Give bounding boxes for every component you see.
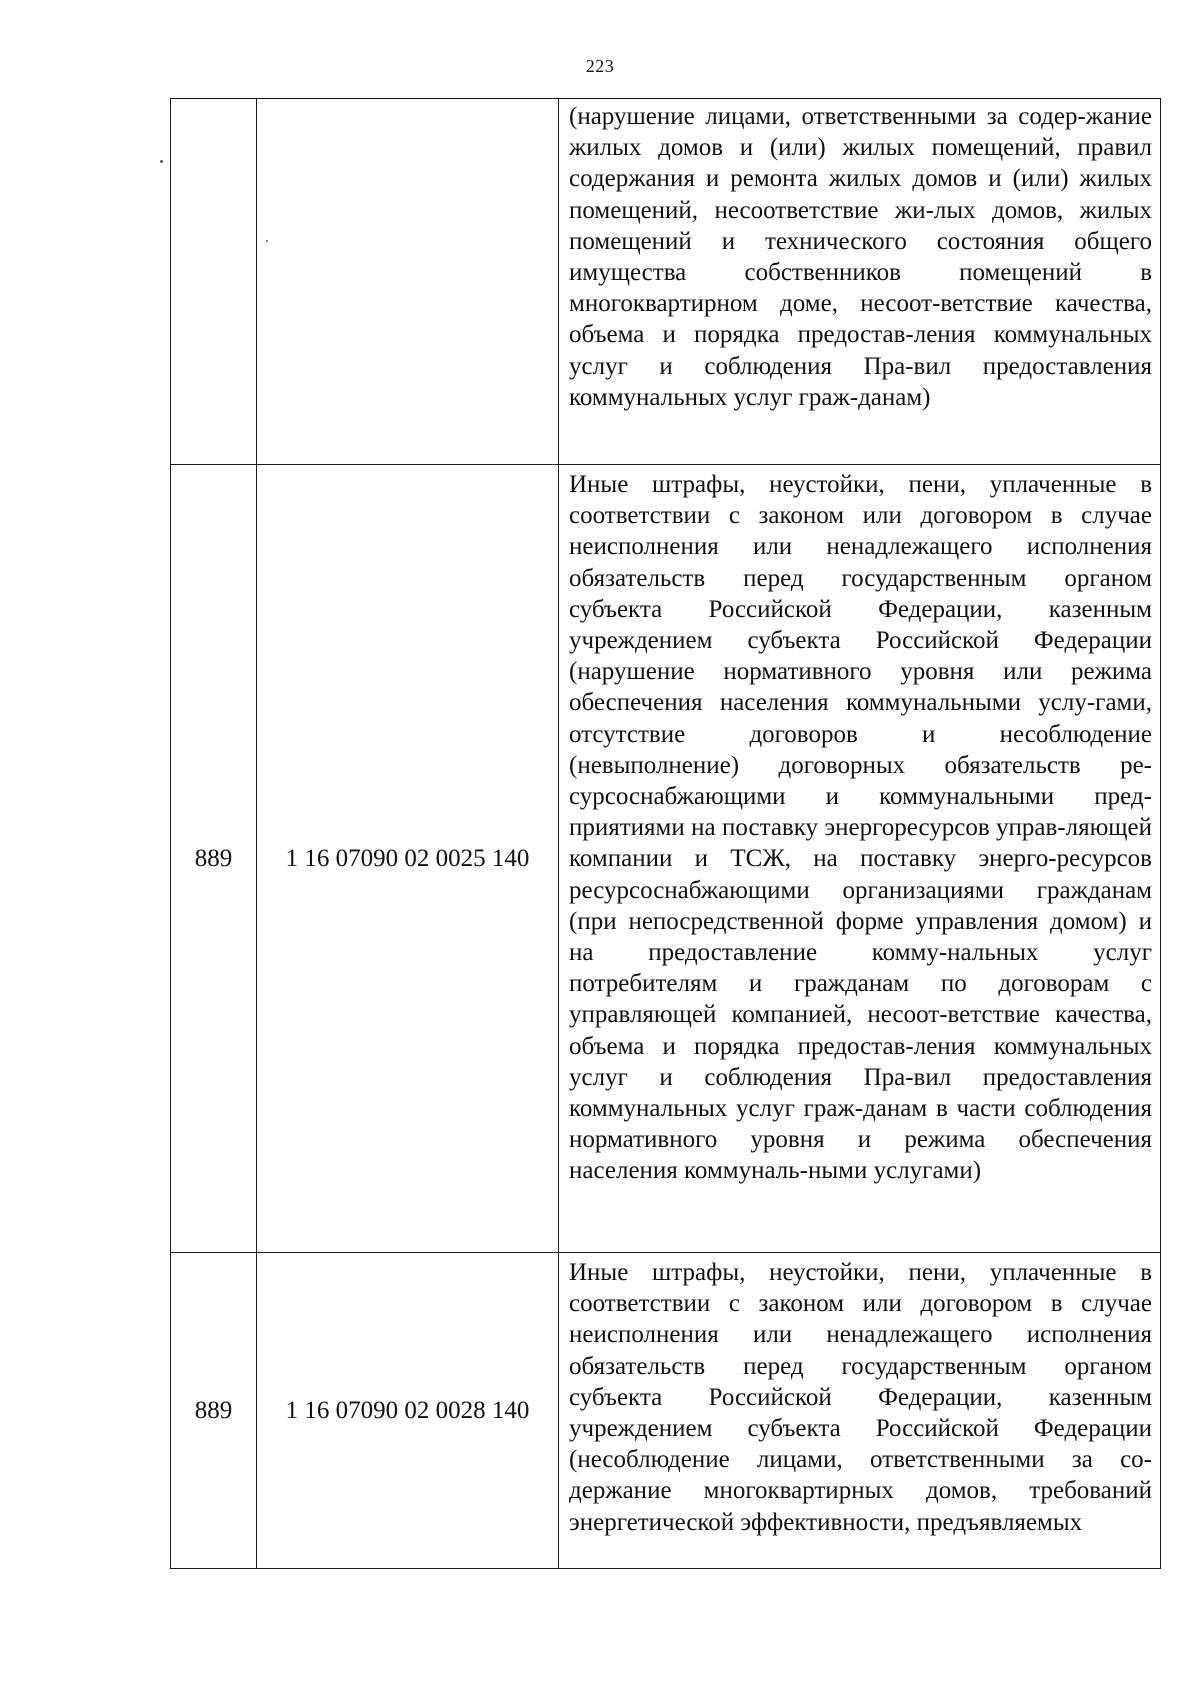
budget-code-cell — [257, 99, 559, 465]
table-row — [171, 465, 1161, 1253]
admin-code-cell — [171, 99, 257, 465]
page-number: 223 — [585, 56, 615, 76]
admin-code-cell: 889 — [171, 1253, 257, 1569]
budget-code-cell: 1 16 07090 02 0025 140 — [257, 465, 559, 1253]
budget-code-cell: 1 16 07090 02 0028 140 — [257, 1253, 559, 1569]
budget-codes-table — [170, 98, 1161, 1569]
admin-code-cell: 889 — [171, 465, 257, 1253]
description-cell: Иные штрафы, неустойки, пени, уплаченные в соответствии с законом или договором в случае неисполнения или ненадлежащего исполнения обязательств перед государственным органом субъекта Российской Федерации, казенным учреждением субъекта Российской Федерации (несоблюдение лицами, ответственными за со-держание многоквартирных домов, требований энергетической эффективности, предъявляемых — [559, 1253, 1161, 1569]
scan-speck — [160, 160, 163, 163]
description-cell: (нарушение лицами, ответственными за содер-жание жилых домов и (или) жилых помещений, правил содержания и ремонта жилых домов и (или) жилых помещений, несоответствие жи-лых домов, жилых помещений и технического состояния общего имущества собственников помещений в многоквартирном доме, несоот-ветствие качества, объема и порядка предостав-ления коммунальных услуг и соблюдения Пра-вил предоставления коммунальных услуг граж-данам) — [559, 99, 1161, 465]
scan-speck — [266, 240, 268, 242]
description-cell: Иные штрафы, неустойки, пени, уплаченные в соответствии с законом или договором в случае неисполнения или ненадлежащего исполнения обязательств перед государственным органом субъекта Российской Федерации, казенным учреждением субъекта Российской Федерации (нарушение нормативного уровня или режима обеспечения населения коммунальными услу-гами, отсутствие договоров и несоблюдение (невыполнение) договорных обязательств ре-сурсоснабжающими и коммунальными пред-приятиями на поставку энергоресурсов управ-ляющей компании и ТСЖ, на поставку энерго-ресурсов ресурсоснабжающими организациями гражданам (при непосредственной форме управления домом) и на предоставление комму-нальных услуг потребителям и гражданам по договорам с управляющей компанией, несоот-ветствие качества, объема и порядка предостав-ления коммунальных услуг и соблюдения Пра-вил предоставления коммунальных услуг граж-данам в части соблюдения нормативного уровня и режима обеспечения населения коммуналь-ными услугами) — [559, 465, 1161, 1253]
table-row — [171, 99, 1161, 465]
table-row — [171, 1253, 1161, 1569]
